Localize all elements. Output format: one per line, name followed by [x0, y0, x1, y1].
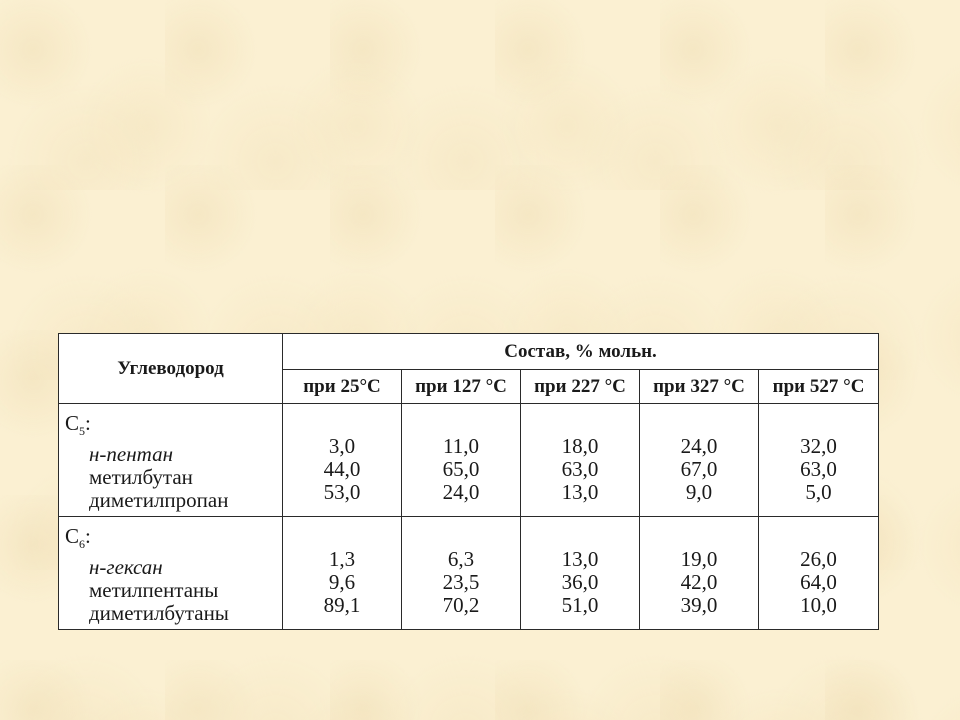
values-cell: 24,0 67,0 9,0 [640, 404, 759, 517]
temp-header-327: при 327 °С [640, 370, 759, 404]
values-cell: 1,3 9,6 89,1 [283, 517, 402, 630]
values-cell: 6,3 23,5 70,2 [402, 517, 521, 630]
section-c6-label [59, 517, 283, 630]
section-c6-row [59, 517, 879, 630]
values-cell: 18,0 63,0 13,0 [521, 404, 640, 517]
hydrocarbon-item: н-гексан [89, 555, 163, 580]
section-title: $С_5$: [65, 411, 91, 439]
values-cell: 3,0 44,0 53,0 [283, 404, 402, 517]
values-cell: 26,0 64,0 10,0 [759, 517, 879, 630]
section-title: $С_6$: [65, 524, 91, 552]
values-cell: 32,0 63,0 5,0 [759, 404, 879, 517]
composition-table [58, 333, 879, 630]
hydrocarbon-item: н-пентан [89, 442, 173, 467]
header-row [59, 334, 879, 370]
values-cell: 13,0 36,0 51,0 [521, 517, 640, 630]
values-cell: 11,0 65,0 24,0 [402, 404, 521, 517]
composition-header: Состав, % мольн. [283, 334, 879, 370]
temp-header-527: при 527 °С [759, 370, 879, 404]
hydrocarbon-header: Углеводород [59, 334, 283, 404]
hydrocarbon-item: метилпентаны [89, 578, 219, 603]
temp-header-25: при 25°С [283, 370, 402, 404]
hydrocarbon-item: диметилбутаны [89, 601, 229, 626]
temp-header-127: при 127 °С [402, 370, 521, 404]
values-cell: 19,0 42,0 39,0 [640, 517, 759, 630]
hydrocarbon-item: метилбутан [89, 465, 193, 490]
temp-header-227: при 227 °С [521, 370, 640, 404]
section-c5-row [59, 404, 879, 517]
hydrocarbon-item: диметилпропан [89, 488, 229, 513]
section-c5-label [59, 404, 283, 517]
